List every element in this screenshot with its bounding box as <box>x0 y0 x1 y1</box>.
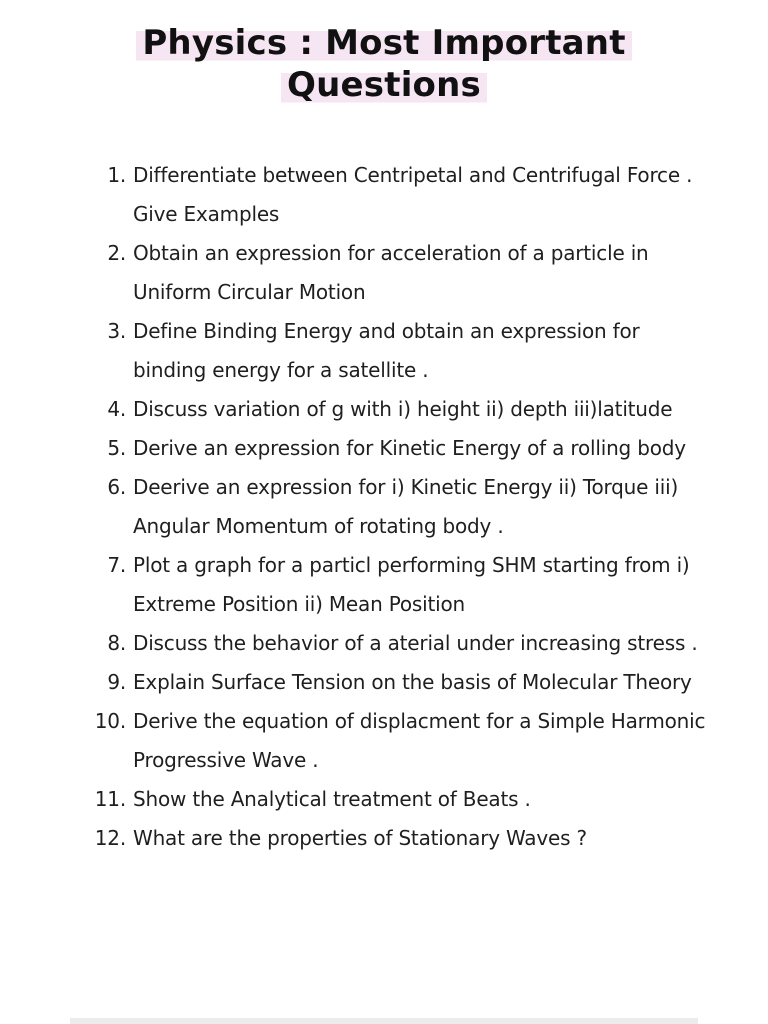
question-number: 7. <box>107 553 126 577</box>
page-title <box>0 22 768 106</box>
question-number: 5. <box>107 436 126 460</box>
question-number: 9. <box>107 670 126 694</box>
question-text: Discuss variation of g with i) height ii) depth iii)latitude <box>133 397 673 421</box>
question-number: 6. <box>107 475 126 499</box>
question-text: Plot a graph for a particl performing SHM starting from i) Extreme Position ii) Mean Position <box>133 553 690 616</box>
page-bottom-divider <box>70 1018 698 1024</box>
question-item <box>0 624 768 663</box>
question-text: What are the properties of Stationary Waves ? <box>133 826 587 850</box>
question-number: 4. <box>107 397 126 421</box>
question-text: Derive the equation of displacment for a Simple Harmonic Progressive Wave . <box>133 709 706 772</box>
question-number: 1. <box>107 163 126 187</box>
question-text: Define Binding Energy and obtain an expression for binding energy for a satellite . <box>133 319 640 382</box>
question-item <box>0 702 768 780</box>
question-number: 11. <box>94 787 126 811</box>
question-item <box>0 429 768 468</box>
question-text: Deerive an expression for i) Kinetic Energy ii) Torque iii) Angular Momentum of rotating body . <box>133 475 679 538</box>
question-text: Discuss the behavior of a aterial under increasing stress . <box>133 631 698 655</box>
question-number: 12. <box>94 826 126 850</box>
question-item <box>0 780 768 819</box>
question-text: Derive an expression for Kinetic Energy of a rolling body <box>133 436 686 460</box>
question-item <box>0 663 768 702</box>
question-number: 10. <box>94 709 126 733</box>
question-item <box>0 819 768 858</box>
question-number: 2. <box>107 241 126 265</box>
title-line-2: Questions <box>281 64 487 106</box>
question-text: Differentiate between Centripetal and Centrifugal Force . Give Examples <box>133 163 693 226</box>
question-list <box>0 156 768 858</box>
question-item <box>0 234 768 312</box>
title-line-1: Physics : Most Important <box>136 22 631 64</box>
question-text: Obtain an expression for acceleration of a particle in Uniform Circular Motion <box>133 241 649 304</box>
question-item <box>0 546 768 624</box>
question-item <box>0 312 768 390</box>
question-number: 8. <box>107 631 126 655</box>
question-number: 3. <box>107 319 126 343</box>
question-item <box>0 390 768 429</box>
question-item <box>0 156 768 234</box>
question-text: Explain Surface Tension on the basis of Molecular Theory <box>133 670 692 694</box>
question-item <box>0 468 768 546</box>
question-text: Show the Analytical treatment of Beats . <box>133 787 531 811</box>
